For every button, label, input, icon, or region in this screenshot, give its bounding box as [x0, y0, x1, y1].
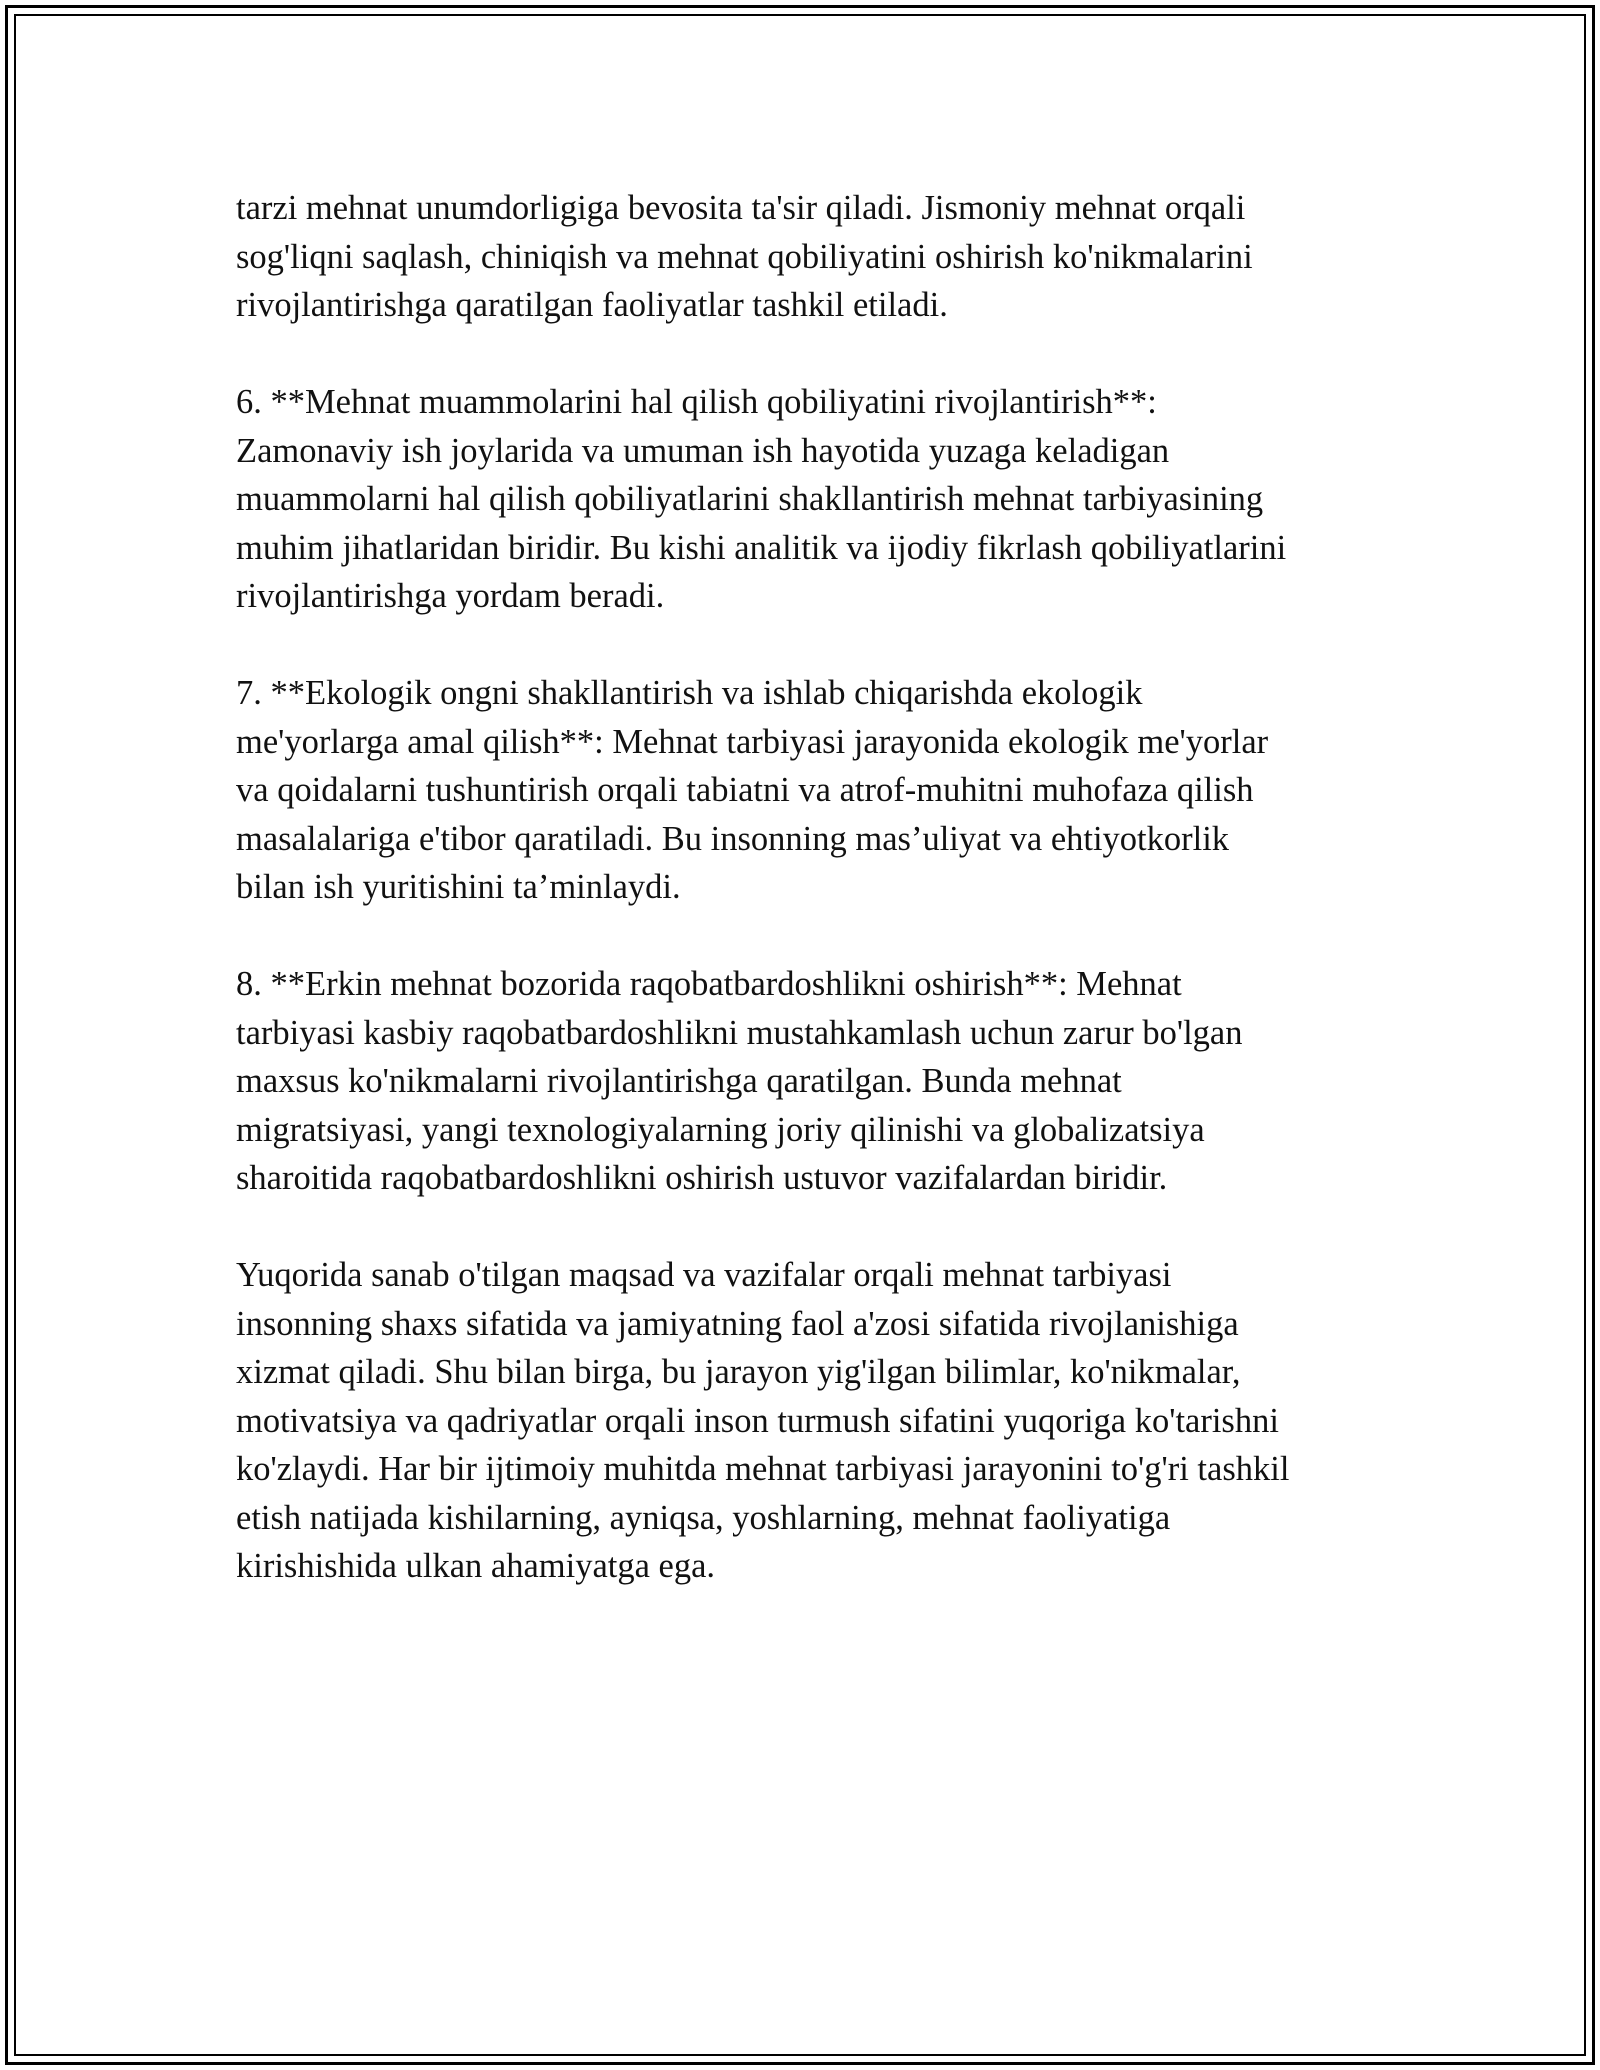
- paragraph-item-6: 6. **Mehnat muammolarini hal qilish qobiliyatini rivojlantirish**: Zamonaviy ish joylarida va umuman ish hayotida yuzaga keladigan muammolarni hal qilish qobiliyatlarini shakllantirish mehnat tarbiyasining muhim jihatlaridan biridir. Bu kishi analitik va ijodiy fikrlash qobiliyatlarini rivojlantirishga yordam beradi.: [236, 383, 1287, 615]
- document-body: [236, 184, 1376, 1591]
- paragraph-item-7: 7. **Ekologik ongni shakllantirish va ishlab chiqarishda ekologik me'yorlarga amal qilish**: Mehnat tarbiyasi jarayonida ekologik me'yorlar va qoidalarni tushuntirish orqali tabiatni va atrof-muhitni muhofaza qilish masalalariga e'tibor qaratiladi. Bu insonning mas’uliyat va ehtiyotkorlik bilan ish yuritishini ta’minlaydi.: [236, 674, 1269, 906]
- paragraph-intro-continuation: tarzi mehnat unumdorligiga bevosita ta'sir qiladi. Jismoniy mehnat orqali sog'liqni saqlash, chiniqish va mehnat qobiliyatini oshirish ko'nikmalarini rivojlantirishga qaratilgan faoliyatlar tashkil etiladi.: [236, 189, 1253, 324]
- paragraph-item-8: 8. **Erkin mehnat bozorida raqobatbardoshlikni oshirish**: Mehnat tarbiyasi kasbiy raqobatbardoshlikni mustahkamlash uchun zarur bo'lgan maxsus ko'nikmalarni rivojlantirishga qaratilgan. Bunda mehnat migratsiyasi, yangi texnologiyalarning joriy qilinishi va globalizatsiya sharoitida raqobatbardoshlikni oshirish ustuvor vazifalardan biridir.: [236, 965, 1243, 1197]
- paragraph-conclusion: Yuqorida sanab o'tilgan maqsad va vazifalar orqali mehnat tarbiyasi insonning shaxs sifatida va jamiyatning faol a'zosi sifatida rivojlanishiga xizmat qiladi. Shu bilan birga, bu jarayon yig'ilgan bilimlar, ko'nikmalar, motivatsiya va qadriyatlar orqali inson turmush sifatini yuqoriga ko'tarishni ko'zlaydi. Har bir ijtimoiy muhitda mehnat tarbiyasi jarayonini to'g'ri tashkil etish natijada kishilarning, ayniqsa, yoshlarning, mehnat faoliyatiga kirishishida ulkan ahamiyatga ega.: [236, 1256, 1290, 1585]
